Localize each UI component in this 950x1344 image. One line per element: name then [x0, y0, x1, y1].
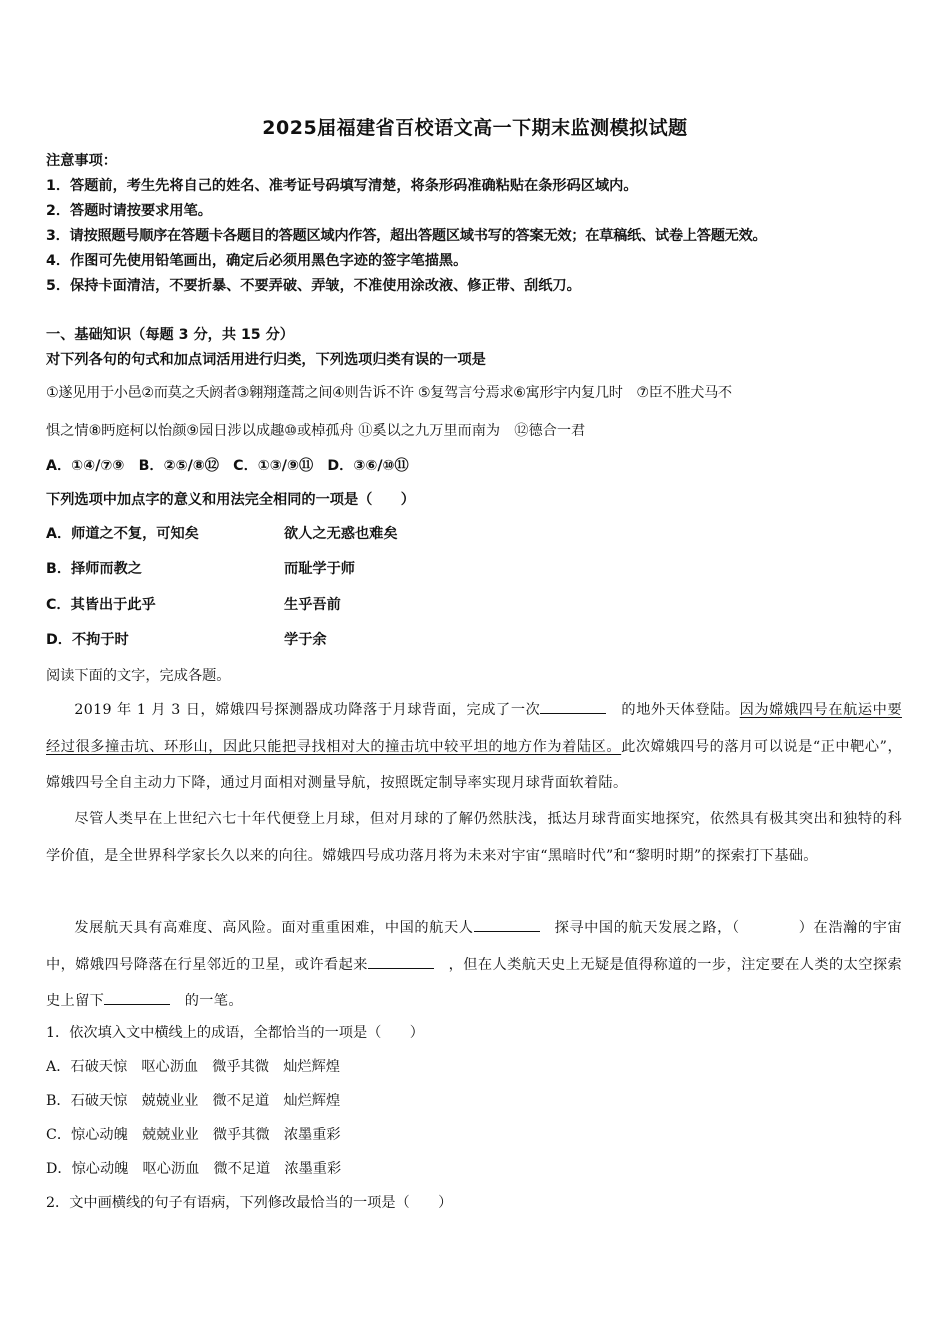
notice-heading: 注意事项：: [46, 153, 117, 169]
paragraph-1-text-a: 2019 年 1 月 3 日，嫦娥四号探测器成功降落于月球背面，完成了一次: [74, 702, 541, 718]
sentence-list-line-2: 惧之情⑧眄庭柯以怡颜⑨园日涉以成趣⑩或棹孤舟 ⑪奚以之九万里而南为 ⑫德合一君: [46, 423, 586, 439]
paragraph-1-text-b: 的地外天体登陆。: [621, 702, 740, 718]
reading-paragraph-3: [46, 910, 902, 1020]
option-b-left: B．择师而教之: [46, 561, 142, 577]
question-stem-idioms: 1．依次填入文中横线上的成语，全都恰当的一项是（ ）: [46, 1025, 424, 1041]
option-a-left: A．师道之不复，可知矣: [46, 526, 199, 542]
notice-item-5: 5．保持卡面清洁，不要折暴、不要弄破、弄皱，不准使用涂改液、修正带、刮纸刀。: [46, 278, 581, 294]
sentence-list-line-1: ①遂见用于小邑②而莫之夭阏者③翱翔蓬蒿之间④则告诉不许 ⑤复驾言兮焉求⑥寓形宇内复几时 ⑦臣不胜犬马不: [46, 385, 732, 401]
option-d-left: D．不拘于时: [46, 632, 129, 648]
paragraph-3-text-a: 发展航天具有高难度、高风险。面对重重困难，中国的航天人: [74, 920, 474, 936]
paragraph-3-text-c: ，但在人类航天史上无疑是值得称道的一步，注定要在人类的太空探索史上留下: [46, 956, 903, 1009]
reading-paragraph-2: 尽管人类早在上世纪六七十年代便登上月球，但对月球的了解仍然肤浅，抵达月球背面实地探究，依然具有极其突出和独特的科学价值，是全世界科学家长久以来的向往。嫦娥四号成功落月将为未来对宇宙“黑暗时代”和“黎明时期”的探索打下基础。: [46, 811, 902, 864]
paragraph-3-text-d: 的一笔。: [184, 993, 243, 1009]
option-a-right: 欲人之无惑也难矣: [284, 526, 398, 542]
option-c-left: C．其皆出于此乎: [46, 597, 156, 613]
idiom-option-d: D．惊心动魄 呕心沥血 微不足道 浓墨重彩: [46, 1161, 342, 1177]
idiom-option-b: B．石破天惊 兢兢业业 微不足道 灿烂辉煌: [46, 1093, 341, 1109]
underlined-sentence: 因为嫦娥四号在航运中要经过很多撞击坑、环形山，因此只能把寻找相对大的撞击坑中较平坦的地方作为着陆区。: [46, 702, 902, 755]
question-stem-sentence-types: 对下列各句的句式和加点词活用进行归类，下列选项归类有误的一项是: [46, 352, 486, 368]
option-a: [46, 524, 199, 544]
question-stem-function-words: 下列选项中加点字的意义和用法完全相同的一项是（ ）: [46, 492, 415, 508]
blank-2: [474, 917, 540, 932]
option-b-right: 而耻学于师: [284, 561, 355, 577]
option-c-right: 生乎吾前: [284, 597, 341, 613]
question-stem-grammar: 2．文中画横线的句子有语病，下列修改最恰当的一项是（ ）: [46, 1195, 453, 1211]
option-d-right: 学于余: [284, 632, 327, 648]
paragraph-3-text-b: 探寻中国的航天发展之路，（ ）在浩瀚的宇宙中，嫦娥四号降落在行星邻近的卫星，或许看起来: [46, 920, 902, 973]
notice-item-2: 2．答题时请按要求用笔。: [46, 203, 212, 219]
idiom-option-c: C．惊心动魄 兢兢业业 微乎其微 浓墨重彩: [46, 1127, 341, 1143]
notice-item-4: 4．作图可先使用铅笔画出，确定后必须用黑色字迹的签字笔描黑。: [46, 253, 468, 269]
section-heading: 一、基础知识（每题 3 分，共 15 分）: [46, 327, 294, 343]
page-title: 2025届福建省百校语文高一下期末监测模拟试题: [262, 117, 688, 139]
reading-paragraph-1: [46, 692, 902, 802]
paragraph-1-text-c: 此次嫦娥四号的落月可以说是“正中靶心”，嫦娥四号全自主动力下降，通过月面相对测量导航，按照既定制导率实现月球背面软着陆。: [46, 738, 903, 791]
reading-intro: 阅读下面的文字，完成各题。: [46, 668, 231, 684]
idiom-option-a: A．石破天惊 呕心沥血 微乎其微 灿烂辉煌: [46, 1059, 340, 1075]
options-sentence-types: A．①④/⑦⑨ B．②⑤/⑧⑫ C．①③/⑨⑪ D．③⑥/⑩⑪: [46, 458, 409, 474]
blank-1: [540, 699, 606, 714]
notice-item-1: 1．答题前，考生先将自己的姓名、准考证号码填写清楚，将条形码准确粘贴在条形码区域内。: [46, 178, 638, 194]
blank-3: [368, 954, 434, 969]
blank-4: [104, 990, 170, 1005]
notice-item-3: 3．请按照题号顺序在答题卡各题目的答题区域内作答，超出答题区域书写的答案无效；在草稿纸、试卷上答题无效。: [46, 228, 767, 244]
